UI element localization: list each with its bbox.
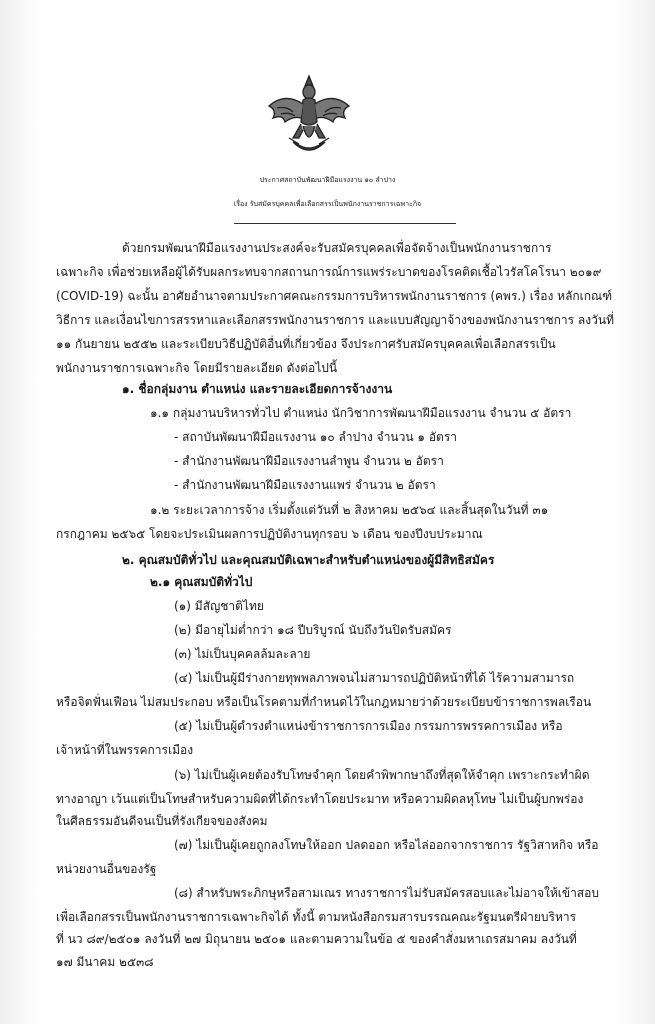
intro-line-3: (COVID-19) ฉะนั้น อาศัยอำนาจตามประกาศคณะกรรมการบริหารพนักงานราชการ (คพร.) เรื่อง หลักเกณฑ์ — [56, 289, 613, 303]
qualification-6-line-2: ทางอาญา เว้นแต่เป็นโทษสำหรับความผิดที่ได้กระทำโดยประมาท หรือความผิดลหุโทษ ไม่เป็นผู้บกพร่อง — [56, 792, 584, 806]
section-1-item-2-line-2: กรกฎาคม ๒๕๖๕ โดยจะประเมินผลการปฏิบัติงานทุกรอบ ๖ เดือน ของปีงบประมาณ — [56, 527, 483, 541]
title-divider — [234, 223, 456, 224]
qualification-5-line-2: เจ้าหน้าที่ในพรรคการเมือง — [56, 743, 194, 757]
qualification-4-line-2: หรือจิตฟั่นเฟือน ไม่สมประกอบ หรือเป็นโรคตามที่กำหนดไว้ในกฎหมายว่าด้วยระเบียบข้าราชการพลเรือน — [56, 695, 592, 709]
qualification-6-line-3: ในศีลธรรมอันดีจนเป็นที่รังเกียจของสังคม — [56, 814, 268, 828]
section-2-1-heading: ๒.๑ คุณสมบัติทั่วไป — [150, 575, 253, 589]
garuda-emblem-icon — [263, 72, 355, 160]
qualification-8-line-3: ที่ นว ๘๙/๒๕๐๑ ลงวันที่ ๒๗ มิถุนายน ๒๕๐๑ และตามความในข้อ ๕ ของคำสั่งมหาเถรสมาคม ลงวันที่ — [56, 932, 577, 946]
qualification-7-line-1: (๗) ไม่เป็นผู้เคยถูกลงโทษให้ออก ปลดออก หรือไล่ออกจากราชการ รัฐวิสาหกิจ หรือ — [174, 838, 599, 852]
qualification-3: (๓) ไม่เป็นบุคคลล้มละลาย — [174, 647, 311, 661]
qualification-8-line-4: ๑๗ มีนาคม ๒๕๓๘ — [56, 955, 154, 969]
intro-line-5: ๑๑ กันยายน ๒๕๕๒ และระเบียบวิธีปฏิบัติอื่นที่เกี่ยวข้อง จึงประกาศรับสมัครบุคคลเพื่อเลือกสรรเป็น — [56, 337, 556, 351]
announcement-subject: เรื่อง รับสมัครบุคคลเพื่อเลือกสรรเป็นพนักงานราชการเฉพาะกิจ — [233, 200, 422, 208]
section-1-heading: ๑. ชื่อกลุ่มงาน ตำแหน่ง และรายละเอียดการจ้างงาน — [122, 382, 393, 396]
qualification-4-line-1: (๔) ไม่เป็นผู้มีร่างกายทุพพลภาพจนไม่สามารถปฏิบัติหน้าที่ได้ ไร้ความสามารถ — [174, 671, 575, 685]
section-2-heading: ๒. คุณสมบัติทั่วไป และคุณสมบัติเฉพาะสำหรับตำแหน่งของผู้มีสิทธิสมัคร — [122, 553, 495, 567]
qualification-7-line-2: หน่วยงานอื่นของรัฐ — [56, 862, 157, 876]
qualification-1: (๑) มีสัญชาติไทย — [174, 599, 264, 613]
section-1-item-1: ๑.๑ กลุ่มงานบริหารทั่วไป ตำแหน่ง นักวิชาการพัฒนาฝีมือแรงงาน จำนวน ๕ อัตรา — [150, 406, 572, 420]
qualification-6-line-1: (๖) ไม่เป็นผู้เคยต้องรับโทษจำคุก โดยคำพิพากษาถึงที่สุดให้จำคุก เพราะกระทำผิด — [174, 768, 590, 782]
section-1-bullet-1: - สถาบันพัฒนาฝีมือแรงงาน ๑๐ ลำปาง จำนวน ๑ อัตรา — [174, 430, 458, 444]
qualification-2: (๒) มีอายุไม่ต่ำกว่า ๑๘ ปีบริบูรณ์ นับถึงวันปิดรับสมัคร — [174, 623, 452, 637]
intro-line-2: เฉพาะกิจ เพื่อช่วยเหลือผู้ได้รับผลกระทบจากสถานการณ์การแพร่ระบาดของโรคติดเชื้อไวรัสโคโรนา ๒๐๑๙ — [56, 265, 602, 279]
qualification-5-line-1: (๕) ไม่เป็นผู้ดำรงตำแหน่งข้าราชการการเมือง กรรมการพรรคการเมือง หรือ — [174, 719, 563, 733]
section-1-item-2-line-1: ๑.๒ ระยะเวลาการจ้าง เริ่มตั้งแต่วันที่ ๒ สิงหาคม ๒๕๖๔ และสิ้นสุดในวันที่ ๓๑ — [150, 503, 549, 517]
intro-line-6: พนักงานราชการเฉพาะกิจ โดยมีรายละเอียด ดังต่อไปนี้ — [56, 361, 338, 375]
qualification-8-line-2: เพื่อเลือกสรรเป็นพนักงานราชการเฉพาะกิจได้ ทั้งนี้ ตามหนังสือกรมสารบรรณคณะรัฐมนตรีฝ่ายบริหาร — [56, 910, 577, 924]
intro-line-1: ด้วยกรมพัฒนาฝีมือแรงงานประสงค์จะรับสมัครบุคคลเพื่อจัดจ้างเป็นพนักงานราชการ — [122, 241, 552, 255]
qualification-8-line-1: (๘) สำหรับพระภิกษุหรือสามเณร ทางราชการไม่รับสมัครสอบและไม่อาจให้เข้าสอบ — [174, 886, 599, 900]
section-1-bullet-3: - สำนักงานพัฒนาฝีมือแรงงานแพร่ จำนวน ๒ อัตรา — [174, 478, 436, 492]
announcement-title: ประกาศสถาบันพัฒนาฝีมือแรงงาน ๑๐ ลำปาง — [259, 176, 396, 184]
section-1-bullet-2: - สำนักงานพัฒนาฝีมือแรงงานลำพูน จำนวน ๒ อัตรา — [174, 454, 444, 468]
intro-line-4: วิธีการ และเงื่อนไขการสรรหาและเลือกสรรพนักงานราชการ และแบบสัญญาจ้างของพนักงานราชการ ลงวันที่ — [56, 313, 614, 327]
